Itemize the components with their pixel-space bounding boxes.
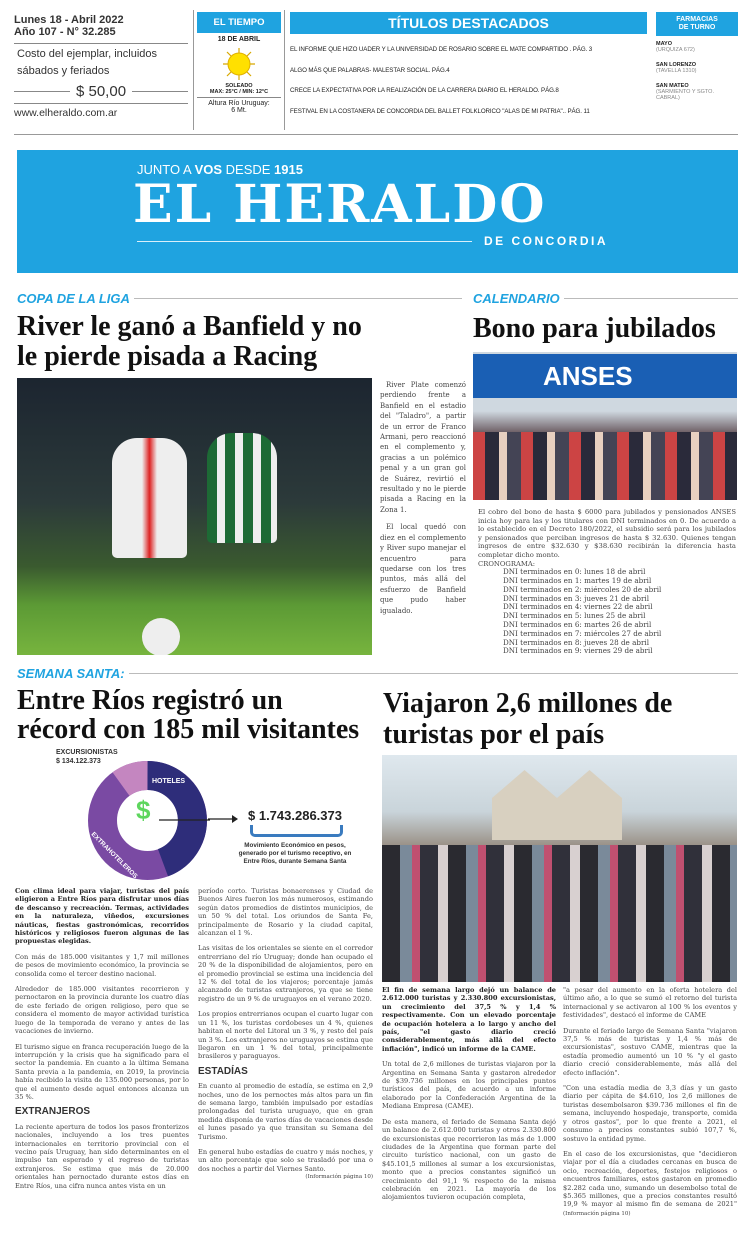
edition-info: [14, 14, 188, 119]
divider: [132, 91, 188, 92]
pharmacies-title-line: DE TURNO: [678, 24, 716, 31]
continued-note[interactable]: (Información página 10): [563, 1210, 631, 1217]
crowd: [473, 432, 737, 500]
label-text: EXCURSIONISTAS: [56, 749, 118, 756]
paragraph: En cuanto al promedio de estadía, se estima en 2,9 noches, uno de los pernoctes más altos para un fin de semana largo, también impulsado por estadías prolongadas del turista uruguayo, que en gran medida disponía de varios días de vacaciones desde el lunes pasado ya que transitan su Semana del Turismo.: [198, 1082, 373, 1141]
hoteles-label: HOTELES: [152, 778, 186, 785]
section-kicker: [17, 666, 738, 681]
pharmacy-address: (TAVELLA 1310): [656, 68, 697, 74]
schedule-item: DNI terminados en 1: martes 19 de abril: [503, 575, 652, 585]
article-headline[interactable]: [383, 688, 672, 750]
dollar-icon: $: [136, 795, 151, 825]
paragraph: El turismo sigue en franca recuperación luego de la interrupción y la crisis que ha significado para el sector la pandemia. En cuanto a la última Semana Santa previa a la pandemia, en 2019, la provincia había recibido la visita de 135.000 personas, por lo que el aumento desde aquel entonces alcanza un 35 %.: [15, 1042, 189, 1101]
article-headline[interactable]: [17, 312, 362, 372]
headline-line: Entre Ríos registró un: [17, 685, 283, 716]
article-body: [478, 508, 736, 656]
tagline-text: 1915: [274, 162, 303, 177]
player-banfield: [207, 433, 277, 543]
anses-sign: ANSES: [473, 354, 737, 398]
schedule-item: DNI terminados en 7: miércoles 27 de abril: [503, 628, 662, 638]
schedule-item: DNI terminados en 6: martes 26 de abril: [503, 619, 652, 629]
pharmacy-address: (SARMIENTO Y SGTO. CABRAL): [656, 89, 714, 101]
paragraph: "a pesar del aumento en la oferta hotelera del último año, a lo que se sumó el retorno del turista internacional y se activaron al 100 % los eventos y festividades", destacó el informe de CAME: [563, 986, 737, 1020]
paragraph: Durante el feriado largo de Semana Santa "viajaron 37,5 % más de turistas y 1,4 % más de excursionistas", sostuvo CAME, mientras que la estadía promedio aumentó un 10 % "y el gasto diario creció considerablemente, más allá del efecto inflación".: [563, 1026, 737, 1077]
divider: [14, 103, 188, 104]
weather-box: [197, 12, 281, 114]
kicker-text: CALENDARIO: [473, 291, 560, 306]
divider: [14, 134, 738, 135]
divider: [134, 298, 462, 299]
section-kicker: [17, 291, 462, 306]
headline-line: récord con 185 mil visitantes: [17, 714, 360, 745]
river-label: Altura Río Uruguay:: [208, 100, 270, 107]
article-body: [380, 380, 466, 623]
sun-icon: [222, 47, 256, 81]
headlines-title: TÍTULOS DESTACADOS: [290, 12, 647, 34]
headline-item[interactable]: FESTIVAL EN LA COSTANERA DE CONCORDIA DEL BALLET FOLKLORICO "ALAS DE MI PATRIA".. PÁG. 11: [290, 107, 590, 115]
article-headline[interactable]: Bono para jubilados: [473, 313, 716, 344]
headline-line: Viajaron 2,6 millones de: [383, 688, 673, 719]
paragraph: Los propios entrerrianos ocupan el cuarto lugar con un 11 %, los turistas cordobeses un 4 %, quienes habitan el norte del Litoral un 3 %, y resto del país un 3 %. Los extranjeros no uruguayos se estima que llegaron en un 1 % del total, principalmente brasileros y paraguayos.: [198, 1010, 373, 1061]
vertical-divider: [193, 10, 194, 130]
donut-segment-excursionistas: [121, 775, 148, 784]
paragraph: período corto. Turistas bonaerenses y Ciudad de Buenos Aires fueron los más numerosos, estimando según datos promedios de distintos municipios, de un 50 % del total. Los oriundos de Santa Fe, principalmente de Rosario y la ciudad capital, alcanzan el 1 %.: [198, 887, 373, 938]
schedule-item: DNI terminados en 8: jueves 28 de abril: [503, 637, 650, 647]
masthead-title: EL HERALDO: [133, 174, 547, 235]
article-lead: El fin de semana largo dejó un balance de 2.612.000 turistas y 2.330.800 excursionistas, un crecimiento del 37,5 % y 1,4 % respectivamente. Con un elevado porcentaje de ocupación hotelera a lo largo y ancho del país, "el gasto diario creció considerablemente, más allá del efecto inflación", indicó un informe de la CAME.: [382, 986, 556, 1053]
headline-line: turistas por el país: [383, 719, 605, 750]
tagline-text: VOS: [194, 162, 223, 177]
headline-item[interactable]: CRECE LA EXPECTATIVA POR LA REALIZACIÓN DE LA CARRERA DIARIO EL HERALDO. PÁG.8: [290, 87, 559, 94]
masthead-subtitle: DE CONCORDIA: [484, 234, 609, 248]
subheading: ESTADÍAS: [198, 1065, 248, 1077]
divider: [564, 298, 738, 299]
weather-temps: MAX: 25°C / MIN: 12°C: [209, 89, 269, 95]
donut-segment-hoteles: [148, 776, 193, 863]
schedule-item: DNI terminados en 3: jueves 21 de abril: [503, 593, 650, 603]
extrahoteleros-label: EXTRAHOTELEROS: [89, 831, 139, 881]
article-body: [382, 986, 556, 1256]
weather-condition: SOLEADO: [225, 83, 253, 89]
river-value: 6 Mt.: [231, 107, 247, 114]
vertical-divider: [284, 10, 285, 130]
article-body: [198, 887, 373, 1255]
article-body: [563, 986, 737, 1256]
football-photo: [17, 378, 372, 655]
headline-item[interactable]: EL INFORME QUE HIZO UADER Y LA UNIVERSIDAD DE ROSARIO SOBRE EL MATE COMPARTIDO . PÁG. 3: [290, 46, 593, 53]
paragraph: Con más de 185.000 visitantes y 1,7 mil millones de pesos de movimiento económico, la provincia se consolida como el tercer destino nacional.: [15, 952, 189, 978]
paragraph: El cobro del bono de hasta $ 6000 para jubilados y pensionados ANSES inicia hoy para las y los titulares con DNI terminados en 0. De acuerdo a lo establecido en el Decreto 180/2022, el subsidio será para los jubilados y pensionados que perciban ingresos de hasta $ 32.630. Quienes tengan ingresos de entre $32.630 y $38.630 recibirán la diferencia hasta completar dicho monto.: [478, 508, 736, 559]
continued-note[interactable]: (Información página 10): [305, 1174, 373, 1181]
cost-label: Costo del ejemplar, incluidos: [17, 48, 158, 60]
edition-date: Lunes 18 - Abril 2022: [14, 14, 124, 26]
label-value: $ 134.122.373: [56, 758, 101, 765]
building: [492, 770, 622, 840]
headline-line: le pierde pisada a Racing: [17, 341, 318, 372]
article-headline[interactable]: [17, 686, 359, 744]
paragraph: Un total de 2,6 millones de turistas viajaron por la Argentina en Semana Santa y gastaron alrededor de $39.736 millones en los principales puntos turísticos del país, de acuerdo a un informe elaborado por la Confederación Argentina de la Mediana Empresa (CAME).: [382, 1060, 556, 1111]
pharmacy-item: [656, 83, 738, 101]
kicker-text: SEMANA SANTA:: [17, 666, 125, 681]
pharmacies-title: [656, 12, 738, 36]
schedule-list: [478, 568, 736, 656]
paragraph: [563, 1150, 737, 1218]
weather-title: EL TIEMPO: [197, 12, 281, 33]
schedule-item: DNI terminados en 0: lunes 18 de abril: [503, 567, 646, 577]
schedule-item: DNI terminados en 4: viernes 22 de abril: [503, 602, 653, 612]
divider: [14, 43, 188, 44]
schedule-item: DNI terminados en 5: lunes 25 de abril: [503, 611, 646, 621]
divider: [14, 91, 70, 92]
divider: [197, 97, 281, 98]
edition-issue: Año 107 - N° 32.285: [14, 26, 116, 38]
tourists-photo: [382, 755, 737, 982]
paragraph-text: En el caso de los excursionistas, que "decidieron viajar por el día a ciudades cercanas en busca de ocio, recreación, deportes, festejos religiosos o encuentros familiares, estos gastaron en promedio $2.282 cada uno, sumando un desembolso total de $5.365 millones, que a precios constantes resultó 19,9 % mayor al mismo fin de semana de 2021": [563, 1149, 737, 1209]
article-body: [15, 887, 189, 1255]
bracket-icon: [250, 825, 343, 837]
masthead-rule: [137, 241, 472, 242]
headline-item[interactable]: ALGO MÁS QUE PALABRAS- MALESTAR SOCIAL. PÁG.4: [290, 66, 450, 74]
paragraph: "Con una estadía media de 3,3 días y un gasto diario per cápita de $4.610, los 2,6 millones de turistas desembolsaron $39.736 millones el fin de semana, incluyendo hospedaje, transporte, comida y otros gastos", por lo que frente a 2021, el consumo a precios constantes subió 107,7 %, sostuvo la entidad pyme.: [563, 1084, 737, 1143]
paragraph: La reciente apertura de todos los pasos fronterizos nacionales, incluyendo a los tres puentes internacionales en territorio provincial con el vecino país Uruguay, han sido determinantes en el impulso tan esperado y el regreso de turistas extranjeros. Se estima que más de 20.000 orientales han pernoctado durante estos días en Entre Ríos, una cifra nunca antes vista en un: [15, 1122, 189, 1190]
tagline-text: DESDE: [222, 162, 275, 177]
masthead: [17, 150, 738, 273]
headline-line: River le ganó a Banfield y no: [17, 311, 362, 342]
pharmacy-name: MAYO: [656, 41, 672, 47]
pharmacies-title-line: FARMACIAS: [676, 16, 718, 23]
tagline-text: JUNTO A: [137, 162, 195, 177]
anses-photo: [473, 352, 737, 500]
economic-infographic: [20, 746, 370, 886]
section-kicker: [473, 291, 738, 306]
pharmacy-item: [656, 62, 738, 74]
schedule-title: CRONOGRAMA:: [478, 559, 536, 568]
paragraph: Alrededor de 185.000 visitantes recorrieron y pernoctaron en la provincia durante los cuatro días de este feriado de origen religioso, pero que se considera el momento de mayor actividad turística luego de la temporada de verano y antes de las vacaciones de invierno.: [15, 985, 189, 1036]
arrow-icon: [208, 813, 238, 825]
paragraph: Las visitas de los orientales se siente en el corredor entrerriano del río Uruguay; donde han ocupado el 20 % de la disponibilidad de alojamientos, pero en el promedio provincial se estima una incidencia del 12 % del total de los viajeros; porcentaje jamás alcanzado de turistas extranjeros, ya que se tiene registro de un 9 % de uruguayos en el verano 2020.: [198, 944, 373, 1003]
pharmacy-name: SAN LORENZO: [656, 62, 697, 68]
paragraph: El local quedó con diez en el complemento y River supo manejar el encuentro para quedarse con los tres puntos, más allá del esfuerzo de Banfield que pudo haber igualado.: [380, 523, 466, 615]
divider: [129, 673, 738, 674]
kicker-text: COPA DE LA LIGA: [17, 291, 130, 306]
crowd: [382, 845, 737, 982]
cost-label-2: sábados y feriados: [17, 65, 110, 77]
schedule-item: DNI terminados en 9: viernes 29 de abril: [503, 646, 653, 656]
pharmacies-box: [656, 12, 738, 101]
weather-date: 18 DE ABRIL: [217, 36, 261, 43]
paragraph: De esta manera, el feriado de Semana Santa dejó un balance de 2.612.000 turistas y otros 2.330.800 de excursionistas que recorrieron las más de 1.000 ciudades de la Argentina que forman parte del circuito turístico nacional, con un gasto de $45.101,5 millones al sumar a los excursionistas, monto que a precios constantes significó un crecimiento del 91,1 % respecto de la misma celebración en 2021. La mayoría de los alojamientos tuvieron ocupación completa,: [382, 1117, 556, 1202]
ball: [142, 618, 180, 655]
price: $ 50,00: [75, 83, 127, 100]
player-river: [112, 438, 187, 558]
headlines-box: [290, 12, 647, 115]
subheading: EXTRANJEROS: [15, 1106, 91, 1118]
pharmacy-item: [656, 41, 738, 53]
infographic-caption: Movimiento Económico en pesos, generado por el turismo receptivo, en Entre Ríos, durante Semana Santa: [238, 842, 352, 865]
economic-total: $ 1.743.286.373: [248, 808, 342, 823]
article-lead: Con clima ideal para viajar, turistas del país eligieron a Entre Ríos para disfrutar unos días de descanso y recreación. Termas, actividades en la naturaleza, viñedos, excursiones náuticas, fiestas gastronómicas, recorridos históricos y religiosos fueron algunas de las propuestas elegidas.: [15, 887, 189, 946]
paragraph: River Plate comenzó perdiendo frente a Banfield en el estadio del "Taladro", a partir de un error de Franco Armani, pero reaccionó en el complemento y, gracias a un polémico penal y a un gran gol de Suárez, revirtió el resultado y no le pierde pisada a Racing en la Zona 1.: [380, 381, 466, 514]
website-link[interactable]: www.elheraldo.com.ar: [14, 107, 118, 119]
pharmacy-name: SAN MATEO: [656, 83, 689, 89]
price-row: [14, 83, 188, 100]
paragraph: En general hubo estadías de cuatro y más noches, y un alto porcentaje que solo se trasladó por una o dos noches a partir del Viernes Santo.: [198, 1147, 373, 1173]
schedule-item: DNI terminados en 2: miércoles 20 de abril: [503, 584, 662, 594]
pharmacy-address: (URQUIZA 672): [656, 47, 695, 53]
